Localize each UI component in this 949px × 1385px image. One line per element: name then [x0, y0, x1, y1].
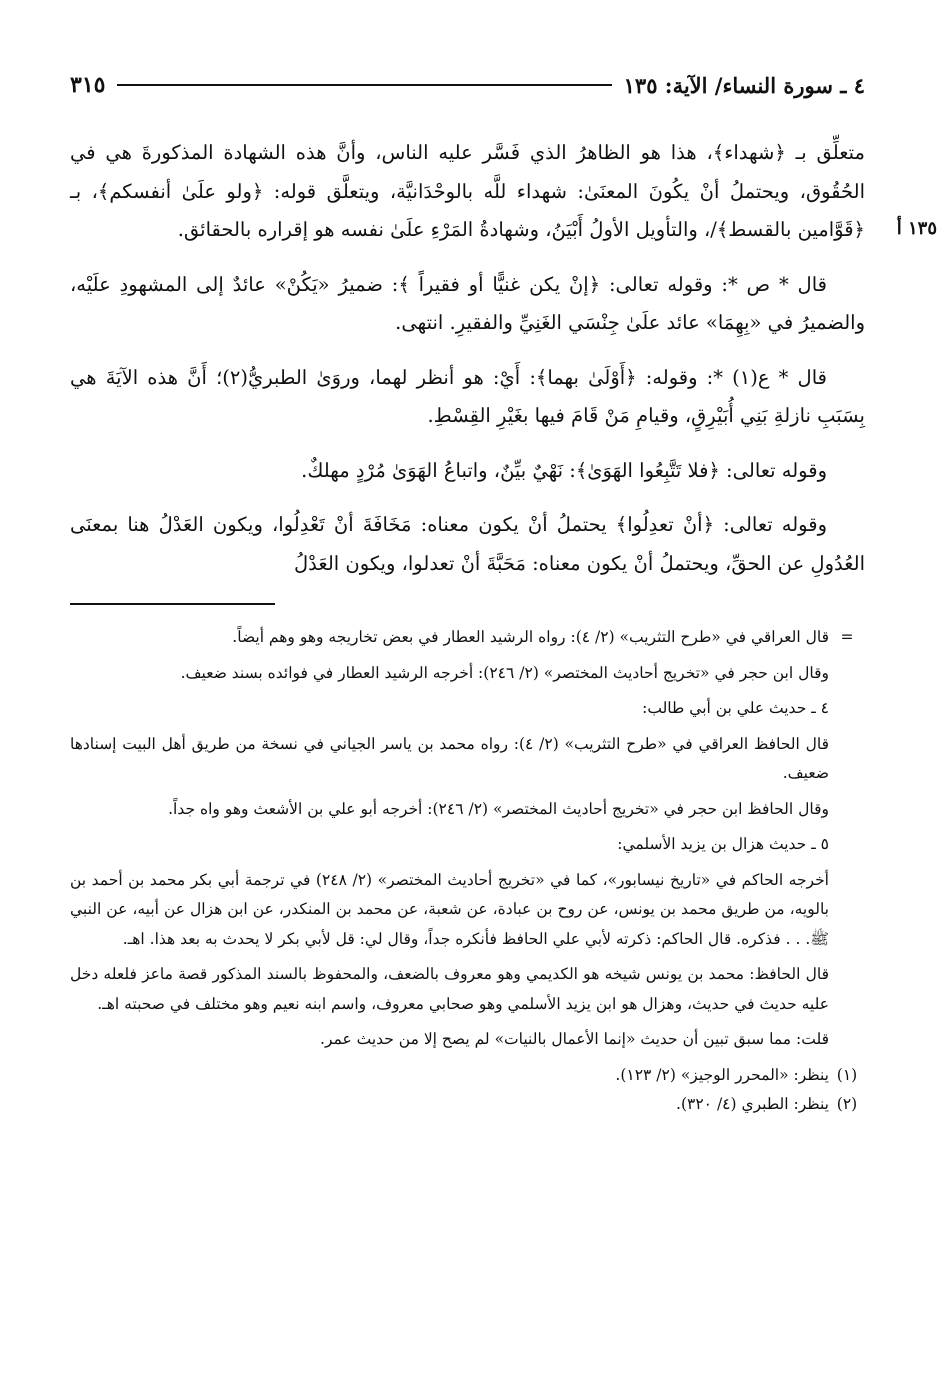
- footnote-separator: [70, 603, 275, 605]
- note-block: [70, 795, 865, 825]
- footnote-text: ينظر: «المحرر الوجيز» (٢/ ١٢٣).: [615, 1065, 829, 1084]
- footnote-1: [70, 1061, 865, 1091]
- note-text: أخرجه الحاكم في «تاريخ نيسابور»، كما في «تخريج أحاديث المختصر» (٢/ ٢٤٨) في ترجمة أبي بكر محمد بن أحمد بن بالويه، من طريق محمد بن يونس، عن روح بن عبادة، عن شعبة، عن محمد بن المنكدر، عن ابن هزال عن أبيه، عن النبي ﷺ. . . فذكره. قال الحاكم: ذكرته لأبي علي الحافظ فأنكره جداً، وقال لي: قل لأبي بكر لا يحدث به بعد هذا. اهـ.: [70, 870, 829, 948]
- note-block: [70, 1025, 865, 1055]
- note-block: [70, 830, 865, 860]
- paragraph-5: وقوله تعالى: ﴿أنْ تعدِلُوا﴾ يحتملُ أنْ يكون معناه: مَخَافَةَ أنْ تَعْدِلُوا، ويكون العَدْلُ هنا بمعنَى العُدُولِ عن الحقِّ، ويحتملُ أنْ يكون معناه: مَحَبَّةَ أنْ تعدلوا، ويكون العَدْلُ: [70, 513, 865, 575]
- paragraph-3: قال * ع(١) *: وقوله: ﴿أَوْلَىٰ بهما﴾: أَيْ: هو أنظر لهما، وروَىٰ الطبريُّ(٢)؛ أَنَّ هذه الآيَةَ هي بِسَبَبِ نازلةِ بَنِي أُبَيْرِقٍ، وقيامِ مَنْ قَامَ فيها بغَيْرِ القِسْطِ.: [70, 365, 865, 427]
- paragraph-4: وقوله تعالى: ﴿فلا تَتَّبِعُوا الهَوَىٰ﴾: نَهْيٌ بيِّنٌ، واتباعُ الهَوَىٰ مُرْدٍ مهلكٌ.: [301, 458, 827, 482]
- running-header: [70, 62, 865, 108]
- note-text: ٥ ـ حديث هزال بن يزيد الأسلمي:: [617, 835, 829, 853]
- note-block: [70, 659, 865, 689]
- note-block: [70, 730, 865, 789]
- note-text: قال الحافظ: محمد بن يونس شيخه هو الكديمي وهو معروف بالضعف، والمحفوظ بالسند المذكور قصة ماعز فلعله دخل عليه حديث في حديث، وهزال هو ابن يزيد الأسلمي وهو صحابي معروف، واسم ابنه نعيم وهو مختلف في صحبته اهـ.: [70, 965, 829, 1013]
- note-block: [70, 623, 865, 653]
- note-text: وقال ابن حجر في «تخريج أحاديث المختصر» (٢/ ٢٤٦): أخرجه الرشيد العطار في فوائده بسند ضعيف.: [180, 663, 829, 682]
- footnote-number: (٢): [836, 1095, 858, 1113]
- note-text: وقال الحافظ ابن حجر في «تخريج أحاديث المختصر» (٢/ ٢٤٦): أخرجه أبو علي بن الأشعث وهو واه جداً.: [168, 799, 829, 818]
- note-block: [70, 960, 865, 1019]
- note-block: [70, 866, 865, 955]
- paragraph-1: متعلِّق بـ ﴿شهداء﴾، هذا هو الظاهرُ الذي فَسَّر عليه الناس، وأنَّ هذه الشهادة المذكورةَ هي في الحُقُوق، ويحتملُ أنْ يكُونَ المعنَىٰ: شهداء للَّه بالوحْدَانيَّة، ويتعلَّق قوله: ﴿ولو علَىٰ أنفسكم﴾، بـ ﴿قَوَّامين بالقسط﴾/، والتأويل الأولُ أَبْيَنُ، وشهادةُ المَرْءِ علَىٰ نفسه هو إقراره بالحقائق.: [70, 141, 865, 241]
- note-block: [70, 694, 865, 724]
- chapter-title: ٤ ـ سورة النساء/ الآية: ١٣٥: [623, 72, 865, 98]
- paragraph-2: قال * ص *: وقوله تعالى: ﴿إنْ يكن غنيًّا أو فقيراً ﴾: ضميرُ «يَكُنْ» عائدٌ إلى المشهودِ علَيْه، والضميرُ في «بِهِمَا» عائد علَىٰ جِنْسَي الغَنِيِّ والفقيرِ. انتهى.: [70, 272, 865, 334]
- note-text: قلت: مما سبق تبين أن حديث «إنما الأعمال بالنيات» لم يصح إلا من حديث عمر.: [320, 1030, 829, 1048]
- footnotes-section: [70, 623, 865, 1120]
- note-text: ٤ ـ حديث علي بن أبي طالب:: [642, 699, 829, 717]
- continuation-mark: =: [840, 628, 854, 646]
- book-page: [70, 62, 937, 1120]
- note-text: قال الحافظ العراقي في «طرح التثريب» (٢/ ٤): رواه محمد بن ياسر الجياني في نسخة من طريق أهل البيت إسنادها ضعيف.: [70, 734, 829, 782]
- footnote-number: (١): [836, 1065, 858, 1084]
- footnote-text: ينظر: الطبري (٤/ ٣٢٠).: [676, 1095, 829, 1113]
- page-number: ٣١٥: [70, 72, 106, 98]
- footnote-2: [70, 1090, 865, 1120]
- note-text: قال العراقي في «طرح التثريب» (٢/ ٤): رواه الرشيد العطار في بعض تخاريجه وهو وهم أيضاً.: [232, 628, 829, 646]
- margin-folio-note: ١٣٥ أ: [896, 218, 937, 239]
- header-rule: [117, 84, 611, 86]
- main-text: [70, 134, 937, 583]
